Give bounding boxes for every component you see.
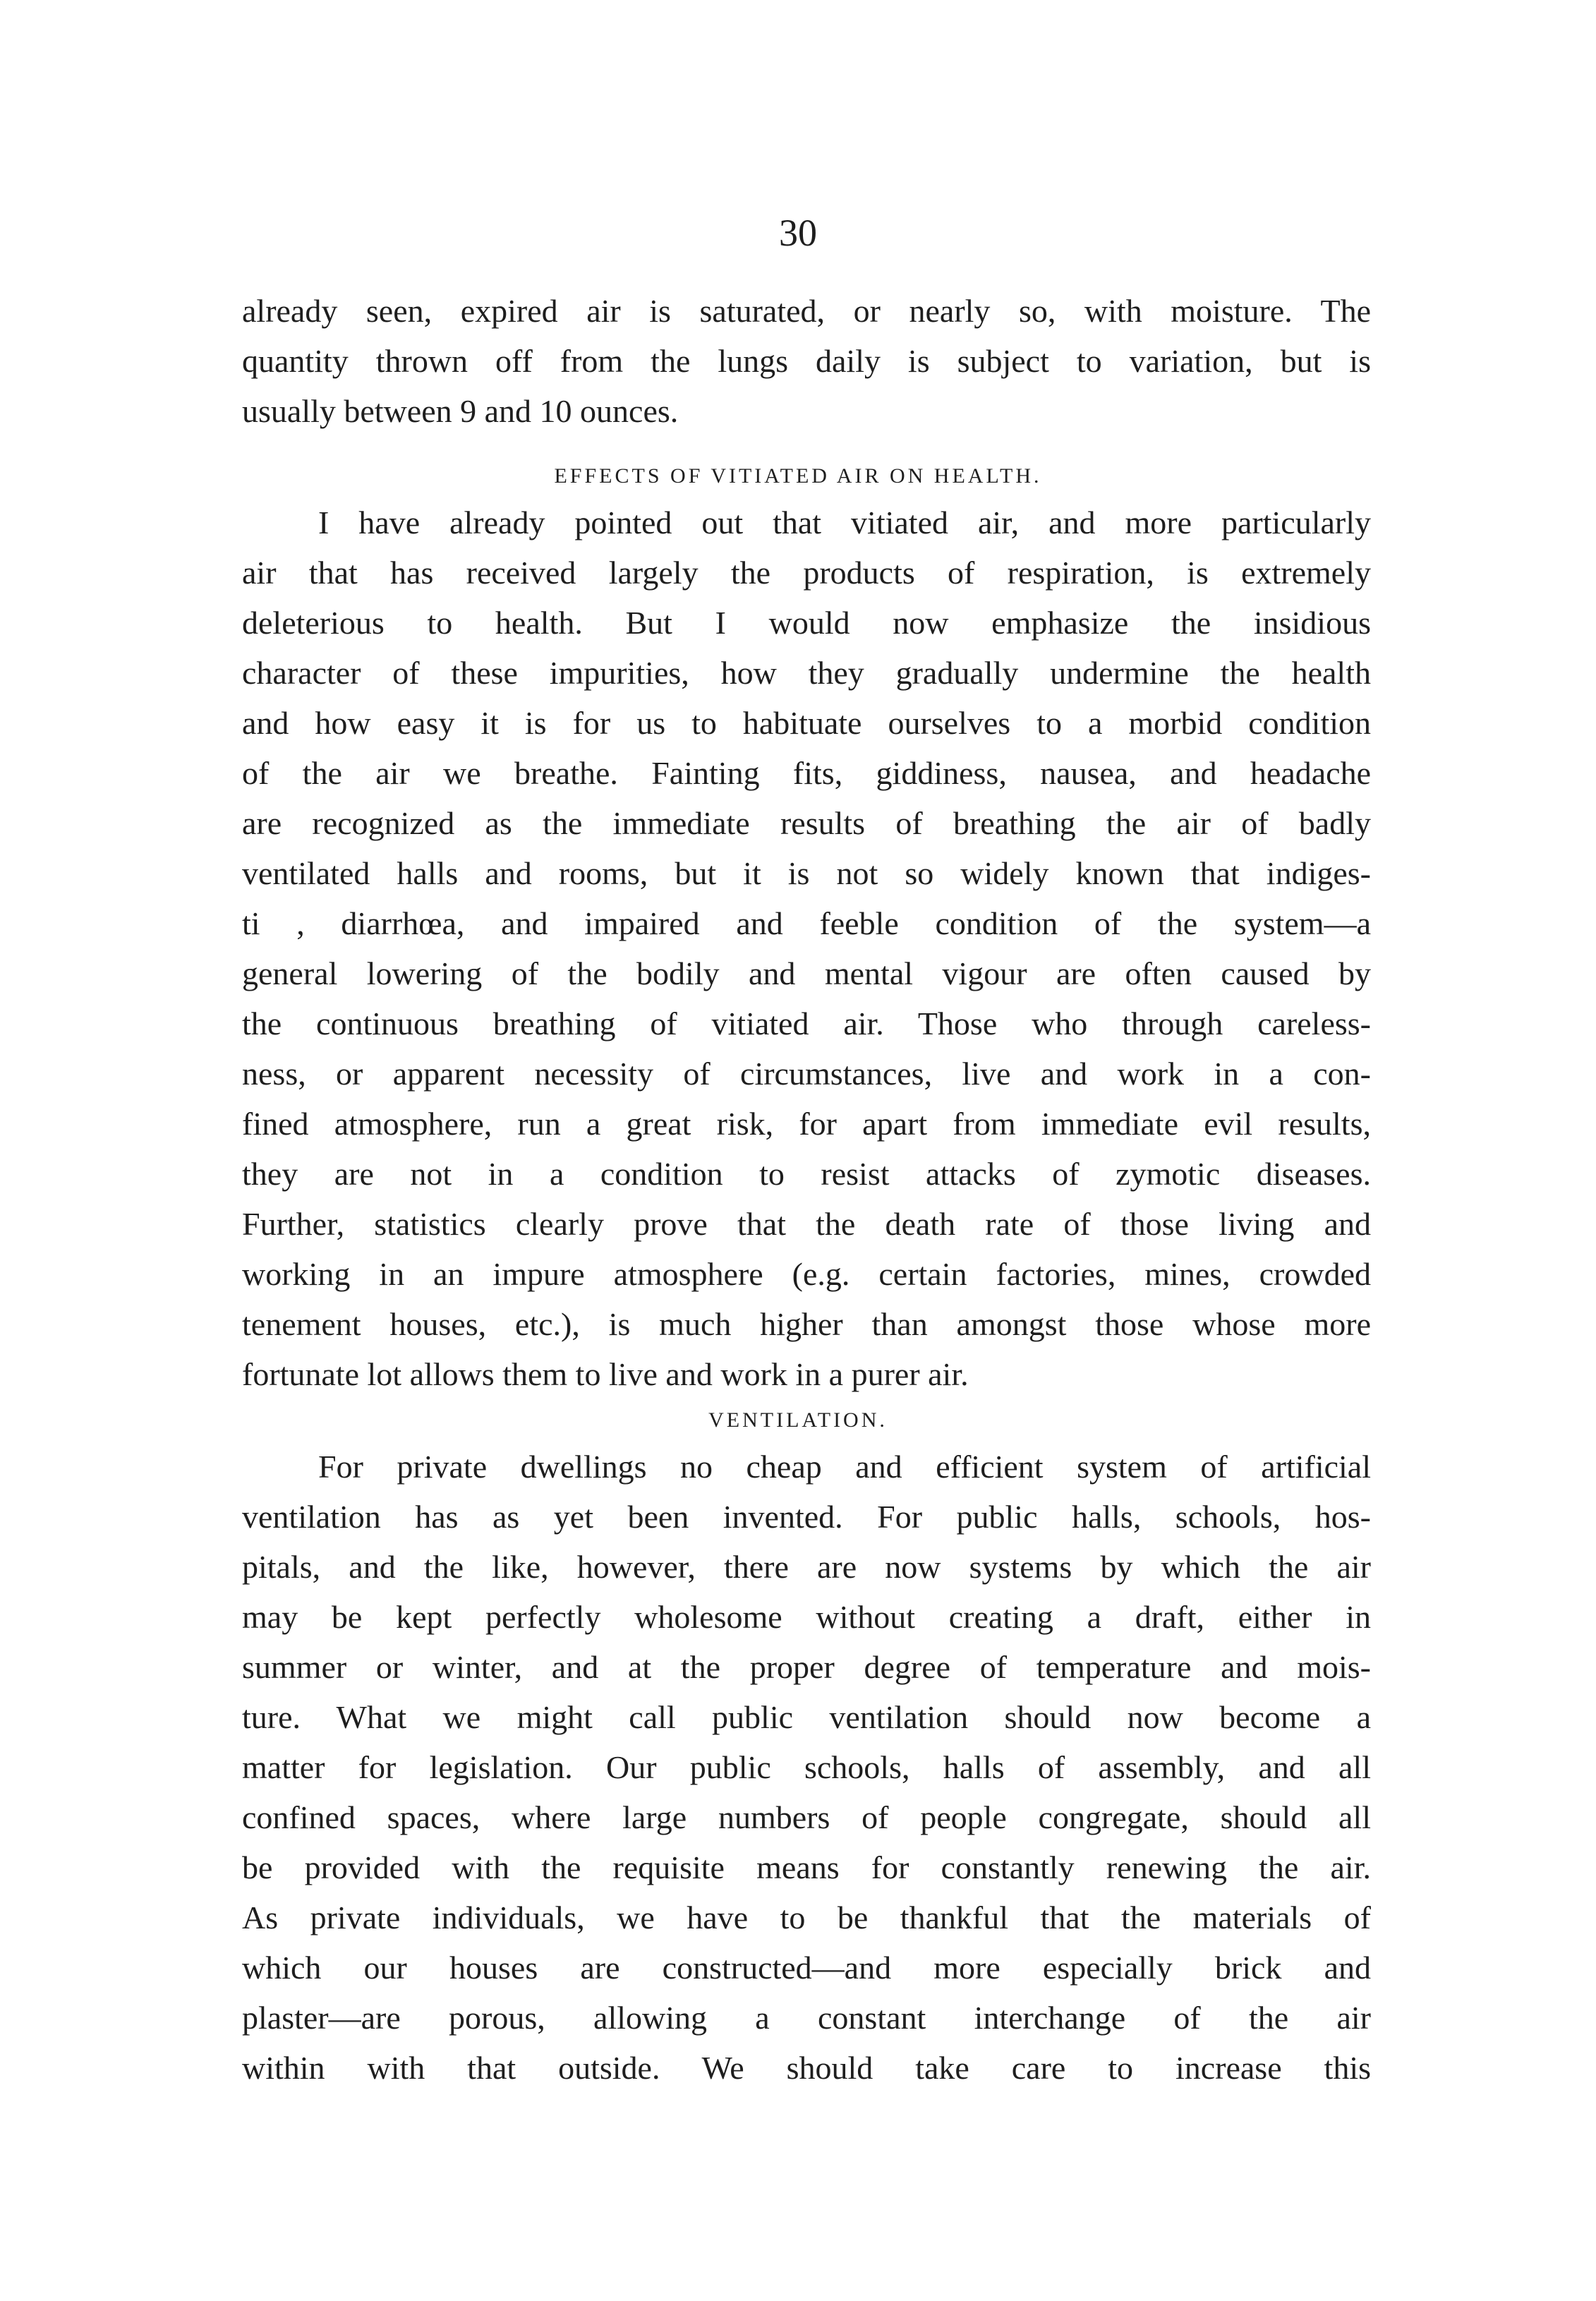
section-heading-ventilation: VENTILATION. — [708, 1408, 888, 1432]
text-line: deleterious to health. But I would now emphasize the insidious — [242, 605, 1371, 641]
text-line: ventilated halls and rooms, but it is not so widely known that indiges- — [242, 855, 1371, 891]
text-line: already seen, expired air is saturated, or nearly so, with moisture. The — [242, 293, 1371, 329]
text-line: summer or winter, and at the proper degree of temperature and mois- — [242, 1649, 1371, 1685]
text-line: ness, or apparent necessity of circumstances, live and work in a con- — [242, 1056, 1371, 1092]
text-line: character of these impurities, how they gradually undermine the health — [242, 655, 1371, 691]
text-line: I have already pointed out that vitiated air, and more particularly — [318, 505, 1371, 540]
paragraph-ventilation — [242, 1442, 1371, 2093]
text-line: plaster—are porous, allowing a constant interchange of the air — [242, 2000, 1371, 2036]
text-line: tenement houses, etc.), is much higher than amongst those whose more — [242, 1306, 1371, 1342]
text-line: usually between 9 and 10 ounces. — [242, 393, 679, 429]
text-line: are recognized as the immediate results of breathing the air of badly — [242, 805, 1371, 841]
text-line: general lowering of the bodily and mental vigour are often caused by — [242, 955, 1371, 991]
paragraph-effects — [242, 497, 1371, 1399]
text-line: For private dwellings no cheap and efficient system of artificial — [318, 1449, 1371, 1485]
text-line: As private individuals, we have to be thankful that the materials of — [242, 1900, 1371, 1935]
text-line: which our houses are constructed—and more especially brick and — [242, 1950, 1371, 1986]
text-line: they are not in a condition to resist attacks of zymotic diseases. — [242, 1156, 1371, 1192]
text-line: of the air we breathe. Fainting fits, giddiness, nausea, and headache — [242, 755, 1371, 791]
text-line: and how easy it is for us to habituate ourselves to a morbid condition — [242, 705, 1371, 741]
paragraph-continuation — [242, 286, 1371, 436]
text-line: confined spaces, where large numbers of people congregate, should all — [242, 1799, 1371, 1835]
text-line: air that has received largely the products of respiration, is extremely — [242, 555, 1371, 591]
text-line: fined atmosphere, run a great risk, for apart from immediate evil results, — [242, 1106, 1371, 1142]
text-line: working in an impure atmosphere (e.g. certain factories, mines, crowded — [242, 1256, 1371, 1292]
section-heading-effects: EFFECTS OF VITIATED AIR ON HEALTH. — [554, 464, 1042, 488]
text-line: ti , diarrhœa, and impaired and feeble condition of the system—a — [242, 905, 1371, 941]
text-line: ture. What we might call public ventilation should now become a — [242, 1699, 1371, 1735]
text-line: the continuous breathing of vitiated air. Those who through careless- — [242, 1005, 1371, 1041]
page-number: 30 — [779, 212, 817, 254]
text-line: fortunate lot allows them to live and work in a purer air. — [242, 1356, 969, 1392]
text-line: ventilation has as yet been invented. For public halls, schools, hos- — [242, 1499, 1371, 1535]
text-line: quantity thrown off from the lungs daily is subject to variation, but is — [242, 343, 1371, 379]
text-line: matter for legislation. Our public schools, halls of assembly, and all — [242, 1749, 1371, 1785]
text-line: be provided with the requisite means for constantly renewing the air. — [242, 1849, 1371, 1885]
text-line: may be kept perfectly wholesome without creating a draft, either in — [242, 1599, 1371, 1635]
text-line: Further, statistics clearly prove that the death rate of those living and — [242, 1206, 1371, 1242]
text-line: pitals, and the like, however, there are now systems by which the air — [242, 1549, 1371, 1585]
text-line: within with that outside. We should take care to increase this — [242, 2050, 1371, 2086]
